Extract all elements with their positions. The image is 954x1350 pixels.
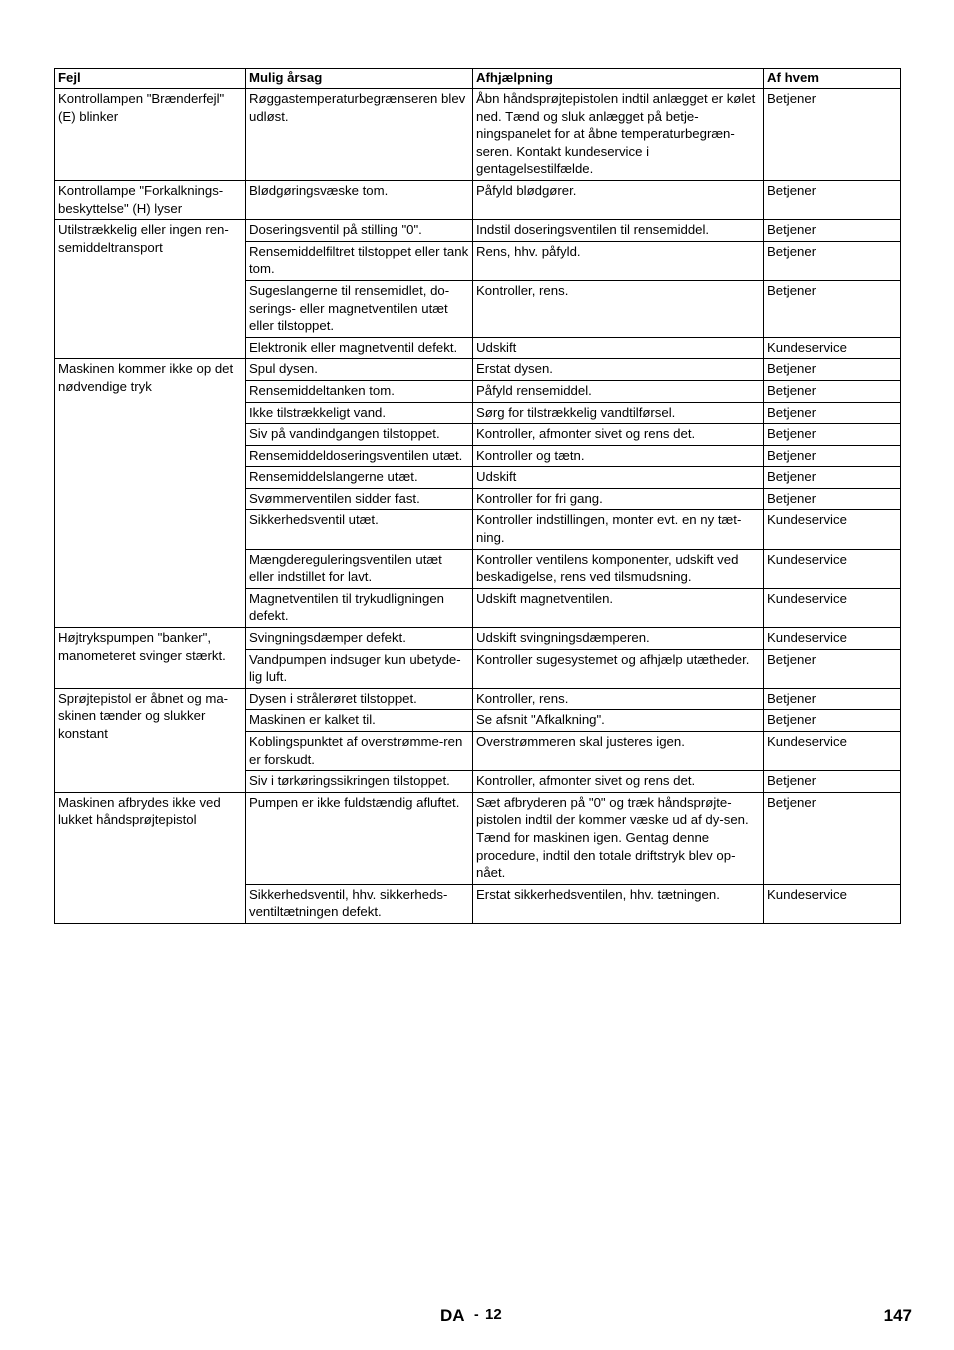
responsible-cell: Kundeservice [764,549,901,588]
responsible-cell: Betjener [764,771,901,793]
footer-language: DA [440,1306,465,1325]
cause-cell: Dysen i strålerøret tilstoppet. [246,688,473,710]
troubleshooting-table-container [54,68,900,924]
cause-cell: Svingningsdæmper defekt. [246,628,473,650]
remedy-cell: Kontroller indstillingen, monter evt. en ny tæt-ning. [473,510,764,549]
header-fault: Fejl [55,69,246,89]
remedy-cell: Udskift magnetventilen. [473,588,764,627]
cause-cell: Magnetventilen til trykudligningen defekt. [246,588,473,627]
remedy-cell: Udskift [473,467,764,489]
responsible-cell: Kundeservice [764,884,901,923]
footer-page-number: 147 [883,1306,912,1325]
table-row [55,688,901,710]
remedy-cell: Kontroller, rens. [473,688,764,710]
remedy-cell: Overstrømmeren skal justeres igen. [473,732,764,771]
responsible-cell: Kundeservice [764,337,901,359]
responsible-cell: Betjener [764,220,901,242]
cause-cell: Maskinen er kalket til. [246,710,473,732]
responsible-cell: Betjener [764,792,901,884]
responsible-cell: Betjener [764,241,901,280]
remedy-cell: Indstil doseringsventilen til rensemiddel. [473,220,764,242]
remedy-cell: Sørg for tilstrækkelig vandtilførsel. [473,402,764,424]
table-row [55,220,901,242]
remedy-cell: Kontroller for fri gang. [473,488,764,510]
responsible-cell: Betjener [764,359,901,381]
cause-cell: Røggastemperaturbegrænseren blev udløst. [246,89,473,181]
cause-cell: Rensemiddeldoseringsventilen utæt. [246,445,473,467]
responsible-cell: Kundeservice [764,732,901,771]
remedy-cell: Sæt afbryderen på "0" og træk håndsprøjte-pistolen indtil der kommer væske ud af dy-sen. Tænd for maskinen igen. Gentag denne procedure, indtil den totale driftstryk blev op-nået. [473,792,764,884]
remedy-cell: Erstat sikkerhedsventilen, hhv. tætningen. [473,884,764,923]
fault-cell: Kontrollampen "Brænderfejl" (E) blinker [55,89,246,181]
responsible-cell: Betjener [764,402,901,424]
remedy-cell: Kontroller og tætn. [473,445,764,467]
fault-cell: Utilstrækkelig eller ingen ren-semiddeltransport [55,220,246,359]
cause-cell: Doseringsventil på stilling "0". [246,220,473,242]
responsible-cell: Betjener [764,467,901,489]
fault-cell: Højtrykspumpen "banker", manometeret svinger stærkt. [55,628,246,689]
remedy-cell: Påfyld rensemiddel. [473,380,764,402]
remedy-cell: Kontroller sugesystemet og afhjælp utætheder. [473,649,764,688]
cause-cell: Rensemiddelfiltret tilstoppet eller tank tom. [246,241,473,280]
fault-cell: Maskinen afbrydes ikke ved lukket håndsprøjtepistol [55,792,246,923]
responsible-cell: Betjener [764,89,901,181]
troubleshooting-table [54,68,901,924]
responsible-cell: Betjener [764,280,901,337]
fault-cell: Maskinen kommer ikke op det nødvendige tryk [55,359,246,628]
cause-cell: Ikke tilstrækkeligt vand. [246,402,473,424]
remedy-cell: Rens, hhv. påfyld. [473,241,764,280]
cause-cell: Spul dysen. [246,359,473,381]
fault-cell: Sprøjtepistol er åbnet og ma-skinen tænder og slukker konstant [55,688,246,792]
remedy-cell: Se afsnit "Afkalkning". [473,710,764,732]
cause-cell: Koblingspunktet af overstrømme-ren er forskudt. [246,732,473,771]
footer-separator: - [474,1306,479,1322]
cause-cell: Sikkerhedsventil, hhv. sikkerheds-ventiltætningen defekt. [246,884,473,923]
remedy-cell: Kontroller, afmonter sivet og rens det. [473,771,764,793]
responsible-cell: Betjener [764,710,901,732]
table-body [55,89,901,924]
remedy-cell: Påfyld blødgører. [473,180,764,219]
cause-cell: Blødgøringsvæske tom. [246,180,473,219]
remedy-cell: Kontroller, afmonter sivet og rens det. [473,424,764,446]
responsible-cell: Betjener [764,488,901,510]
responsible-cell: Betjener [764,380,901,402]
responsible-cell: Betjener [764,649,901,688]
table-row [55,792,901,884]
cause-cell: Siv på vandindgangen tilstoppet. [246,424,473,446]
remedy-cell: Udskift svingningsdæmperen. [473,628,764,650]
header-cause: Mulig årsag [246,69,473,89]
responsible-cell: Kundeservice [764,510,901,549]
cause-cell: Elektronik eller magnetventil defekt. [246,337,473,359]
cause-cell: Mængdereguleringsventilen utæt eller indstillet for lavt. [246,549,473,588]
table-row [55,628,901,650]
remedy-cell: Kontroller ventilens komponenter, udskift ved beskadigelse, rens ved tilsmudsning. [473,549,764,588]
remedy-cell: Erstat dysen. [473,359,764,381]
cause-cell: Pumpen er ikke fuldstændig afluftet. [246,792,473,884]
fault-cell: Kontrollampe "Forkalknings-beskyttelse" (H) lyser [55,180,246,219]
cause-cell: Rensemiddelslangerne utæt. [246,467,473,489]
header-remedy: Afhjælpning [473,69,764,89]
responsible-cell: Betjener [764,445,901,467]
cause-cell: Svømmerventilen sidder fast. [246,488,473,510]
remedy-cell: Kontroller, rens. [473,280,764,337]
responsible-cell: Betjener [764,424,901,446]
header-by: Af hvem [764,69,901,89]
responsible-cell: Betjener [764,688,901,710]
table-header-row [55,69,901,89]
responsible-cell: Kundeservice [764,628,901,650]
responsible-cell: Betjener [764,180,901,219]
table-row [55,359,901,381]
cause-cell: Vandpumpen indsuger kun ubetyde-lig luft. [246,649,473,688]
cause-cell: Sugeslangerne til rensemidlet, do-serings- eller magnetventilen utæt eller tilstoppet. [246,280,473,337]
remedy-cell: Åbn håndsprøjtepistolen indtil anlægget er kølet ned. Tænd og sluk anlægget på betje-ningspanelet for at åbne temperaturbegræn-seren. Kontakt kundeservice i gentagelsestilfælde. [473,89,764,181]
cause-cell: Rensemiddeltanken tom. [246,380,473,402]
table-row [55,89,901,181]
remedy-cell: Udskift [473,337,764,359]
table-row [55,180,901,219]
footer-section-page: 12 [485,1306,502,1323]
responsible-cell: Kundeservice [764,588,901,627]
cause-cell: Sikkerhedsventil utæt. [246,510,473,549]
cause-cell: Siv i tørkøringssikringen tilstoppet. [246,771,473,793]
